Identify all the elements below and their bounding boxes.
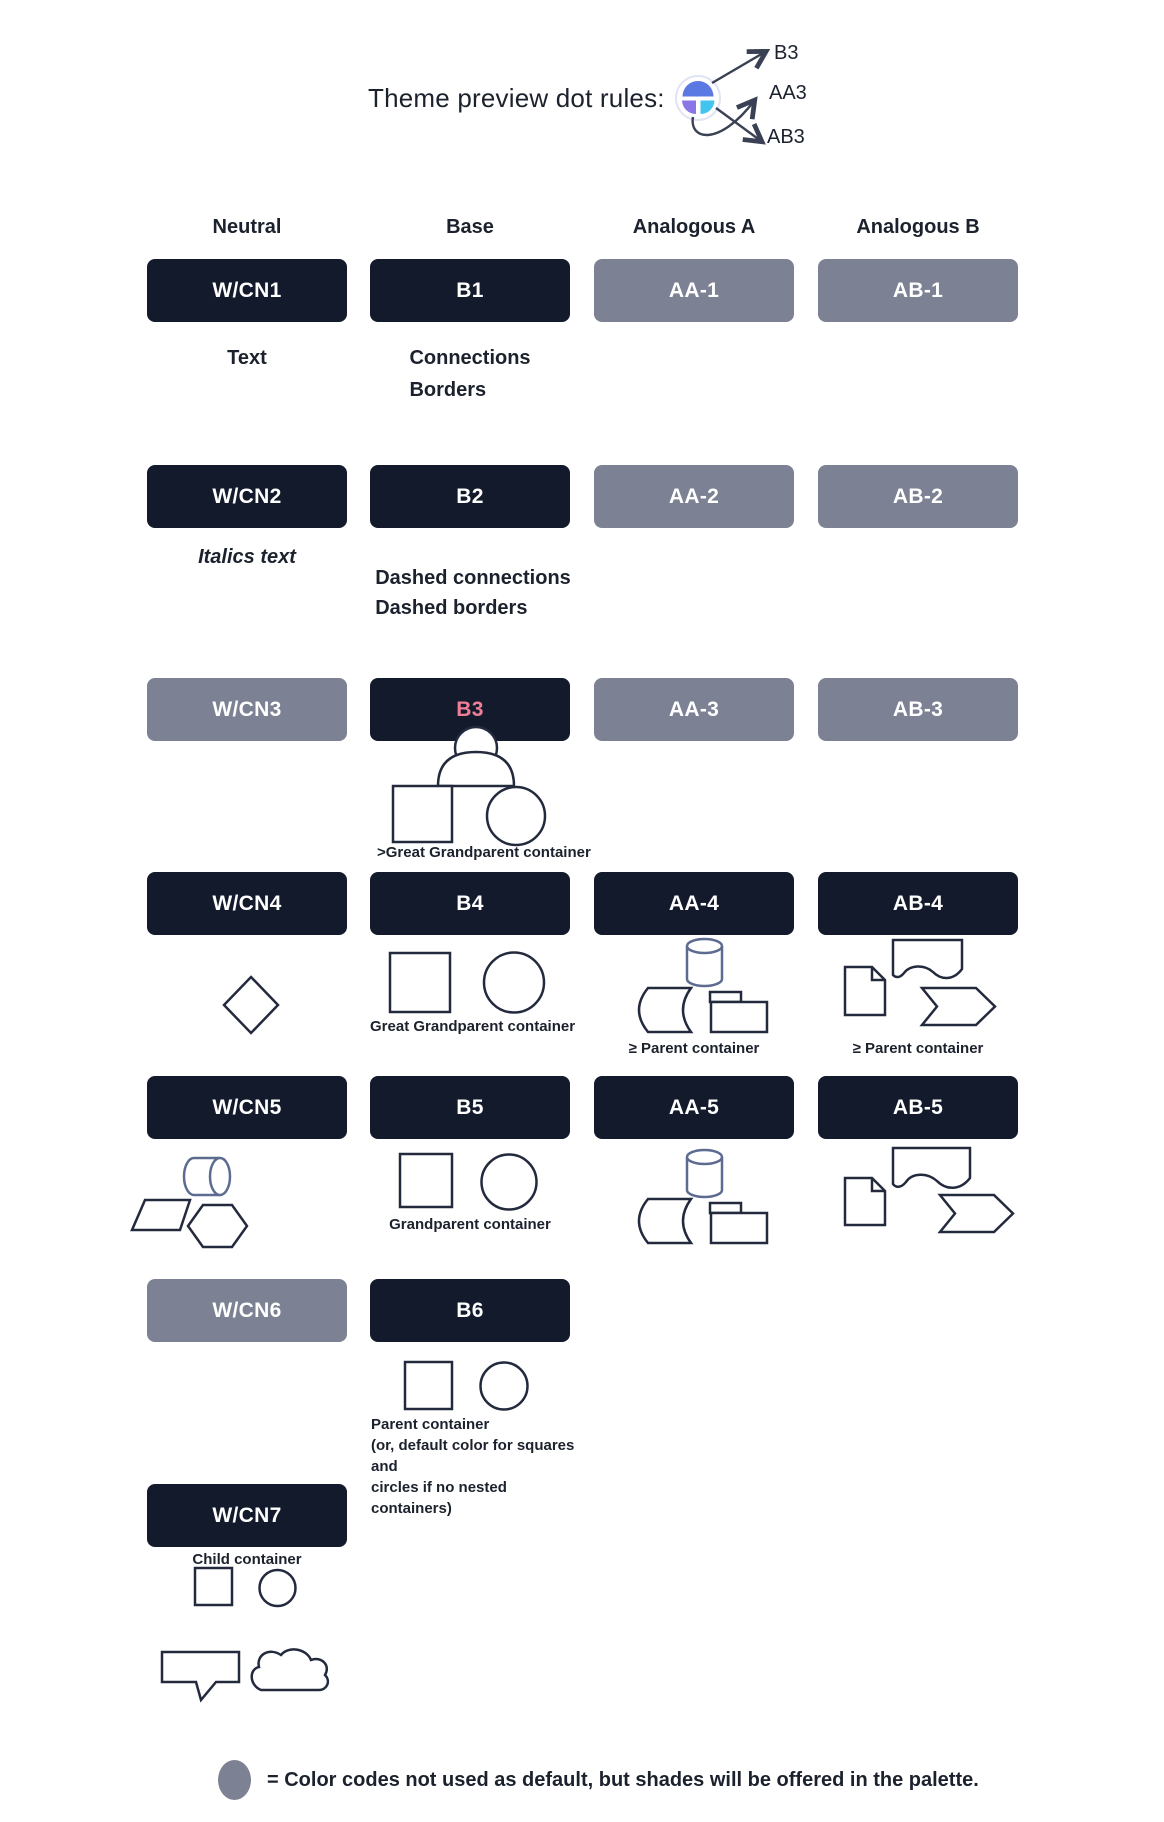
hexagon-shape bbox=[188, 1205, 247, 1247]
caption-b3-shapes: >Great Grandparent container bbox=[377, 844, 591, 861]
circle-shape bbox=[487, 787, 545, 845]
pill-b6: B6 bbox=[370, 1279, 570, 1342]
ab4-shape-cluster bbox=[838, 935, 1003, 1040]
document-shape bbox=[845, 967, 885, 1015]
dot-bottom-right-cyan bbox=[701, 101, 715, 115]
wcn7-extra-shapes bbox=[155, 1635, 340, 1707]
pill-aa3: AA-3 bbox=[594, 678, 794, 741]
pill-aa1: AA-1 bbox=[594, 259, 794, 322]
rectangle-shape bbox=[711, 1213, 767, 1243]
ab5-shape-cluster bbox=[838, 1145, 1016, 1237]
pill-wcn7: W/CN7 bbox=[147, 1484, 347, 1547]
wcn5-shape-cluster bbox=[125, 1140, 265, 1255]
horizontal-cylinder-end bbox=[210, 1158, 230, 1195]
circle-shape bbox=[482, 1155, 537, 1210]
legend-gray-dot-icon bbox=[218, 1760, 251, 1800]
wcn7-shape-cluster bbox=[188, 1560, 308, 1612]
column-header-neutral: Neutral bbox=[212, 216, 282, 238]
wavy-document-shape bbox=[893, 940, 962, 978]
column-header-analogous-b: Analogous B bbox=[856, 216, 980, 238]
legend-text: = Color codes not used as default, but shades will be offered in the palette. bbox=[267, 1768, 979, 1791]
dot-rule-label-aa3: AA3 bbox=[769, 82, 807, 104]
caption-text: Text bbox=[227, 347, 267, 369]
pill-b3: B3 bbox=[370, 678, 570, 741]
b6-shape-cluster bbox=[398, 1355, 533, 1417]
pill-aa4: AA-4 bbox=[594, 872, 794, 935]
square-shape bbox=[400, 1154, 452, 1207]
pill-b2: B2 bbox=[370, 465, 570, 528]
tab-shape bbox=[710, 992, 741, 1002]
pill-b1: B1 bbox=[370, 259, 570, 322]
b5-shape-cluster bbox=[393, 1145, 553, 1220]
caption-connections-borders: Connections Borders bbox=[409, 347, 531, 401]
dot-top-half-blue bbox=[683, 81, 714, 97]
aa5-shape-cluster bbox=[625, 1141, 775, 1251]
square-shape bbox=[390, 953, 450, 1012]
circle-shape bbox=[260, 1570, 296, 1606]
dot-bottom-left-purple bbox=[682, 101, 696, 115]
b4-shape-cluster bbox=[385, 945, 550, 1020]
pill-wcn2: W/CN2 bbox=[147, 465, 347, 528]
parallelogram-shape bbox=[132, 1200, 190, 1230]
pill-ab1: AB-1 bbox=[818, 259, 1018, 322]
cylinder-top bbox=[687, 939, 722, 953]
square-shape bbox=[195, 1568, 232, 1605]
chevron-shape bbox=[922, 988, 995, 1025]
pill-wcn5: W/CN5 bbox=[147, 1076, 347, 1139]
pill-aa5: AA-5 bbox=[594, 1076, 794, 1139]
chevron-shape bbox=[940, 1195, 1013, 1232]
pill-ab5: AB-5 bbox=[818, 1076, 1018, 1139]
page-title: Theme preview dot rules: bbox=[368, 83, 665, 113]
aa4-shape-cluster bbox=[625, 930, 775, 1040]
caption-b5-shapes: Grandparent container bbox=[389, 1216, 551, 1233]
pill-b5: B5 bbox=[370, 1076, 570, 1139]
square-shape bbox=[393, 786, 452, 842]
stored-data-shape bbox=[639, 988, 691, 1032]
b3-shape-cluster bbox=[385, 720, 555, 850]
pill-aa2: AA-2 bbox=[594, 465, 794, 528]
caption-italics-text: Italics text bbox=[198, 546, 296, 568]
wavy-document-shape bbox=[893, 1148, 970, 1188]
rectangle-shape bbox=[711, 1002, 767, 1032]
dot-rule-label-ab3: AB3 bbox=[767, 126, 805, 148]
dot-rule-label-b3: B3 bbox=[774, 42, 799, 64]
wcn4-shape-cluster bbox=[210, 965, 300, 1050]
diamond-shape bbox=[224, 977, 278, 1033]
pill-wcn6: W/CN6 bbox=[147, 1279, 347, 1342]
arrow-to-b3 bbox=[712, 52, 765, 83]
pill-wcn4: W/CN4 bbox=[147, 872, 347, 935]
cylinder-top bbox=[687, 1150, 722, 1164]
square-shape bbox=[405, 1362, 452, 1409]
tab-shape bbox=[710, 1203, 741, 1213]
document-shape bbox=[845, 1178, 885, 1225]
caption-wcn7: Child container bbox=[192, 1551, 302, 1568]
legend bbox=[218, 1760, 979, 1800]
circle-shape bbox=[484, 953, 544, 1013]
caption-b4-shapes: Great Grandparent container bbox=[370, 1018, 576, 1035]
pill-ab2: AB-2 bbox=[818, 465, 1018, 528]
caption-aa4-shapes: ≥ Parent container bbox=[628, 1040, 760, 1057]
speech-bubble-shape bbox=[162, 1652, 239, 1700]
cloud-shape bbox=[252, 1649, 328, 1690]
stored-data-shape bbox=[639, 1199, 691, 1243]
caption-dashed: Dashed connections Dashed borders bbox=[375, 567, 571, 619]
column-header-analogous-a: Analogous A bbox=[632, 216, 756, 238]
pill-ab3: AB-3 bbox=[818, 678, 1018, 741]
pill-b4: B4 bbox=[370, 872, 570, 935]
caption-b6-shapes: Parent container (or, default color for squares and circles if no nested containers) bbox=[371, 1416, 575, 1517]
circle-shape bbox=[481, 1363, 528, 1410]
pill-wcn3: W/CN3 bbox=[147, 678, 347, 741]
pill-wcn1: W/CN1 bbox=[147, 259, 347, 322]
arrow-to-ab3 bbox=[716, 108, 761, 141]
caption-ab4-shapes: ≥ Parent container bbox=[852, 1040, 984, 1057]
column-header-base: Base bbox=[446, 216, 494, 238]
person-shoulders-icon bbox=[438, 752, 514, 786]
pill-ab4: AB-4 bbox=[818, 872, 1018, 935]
